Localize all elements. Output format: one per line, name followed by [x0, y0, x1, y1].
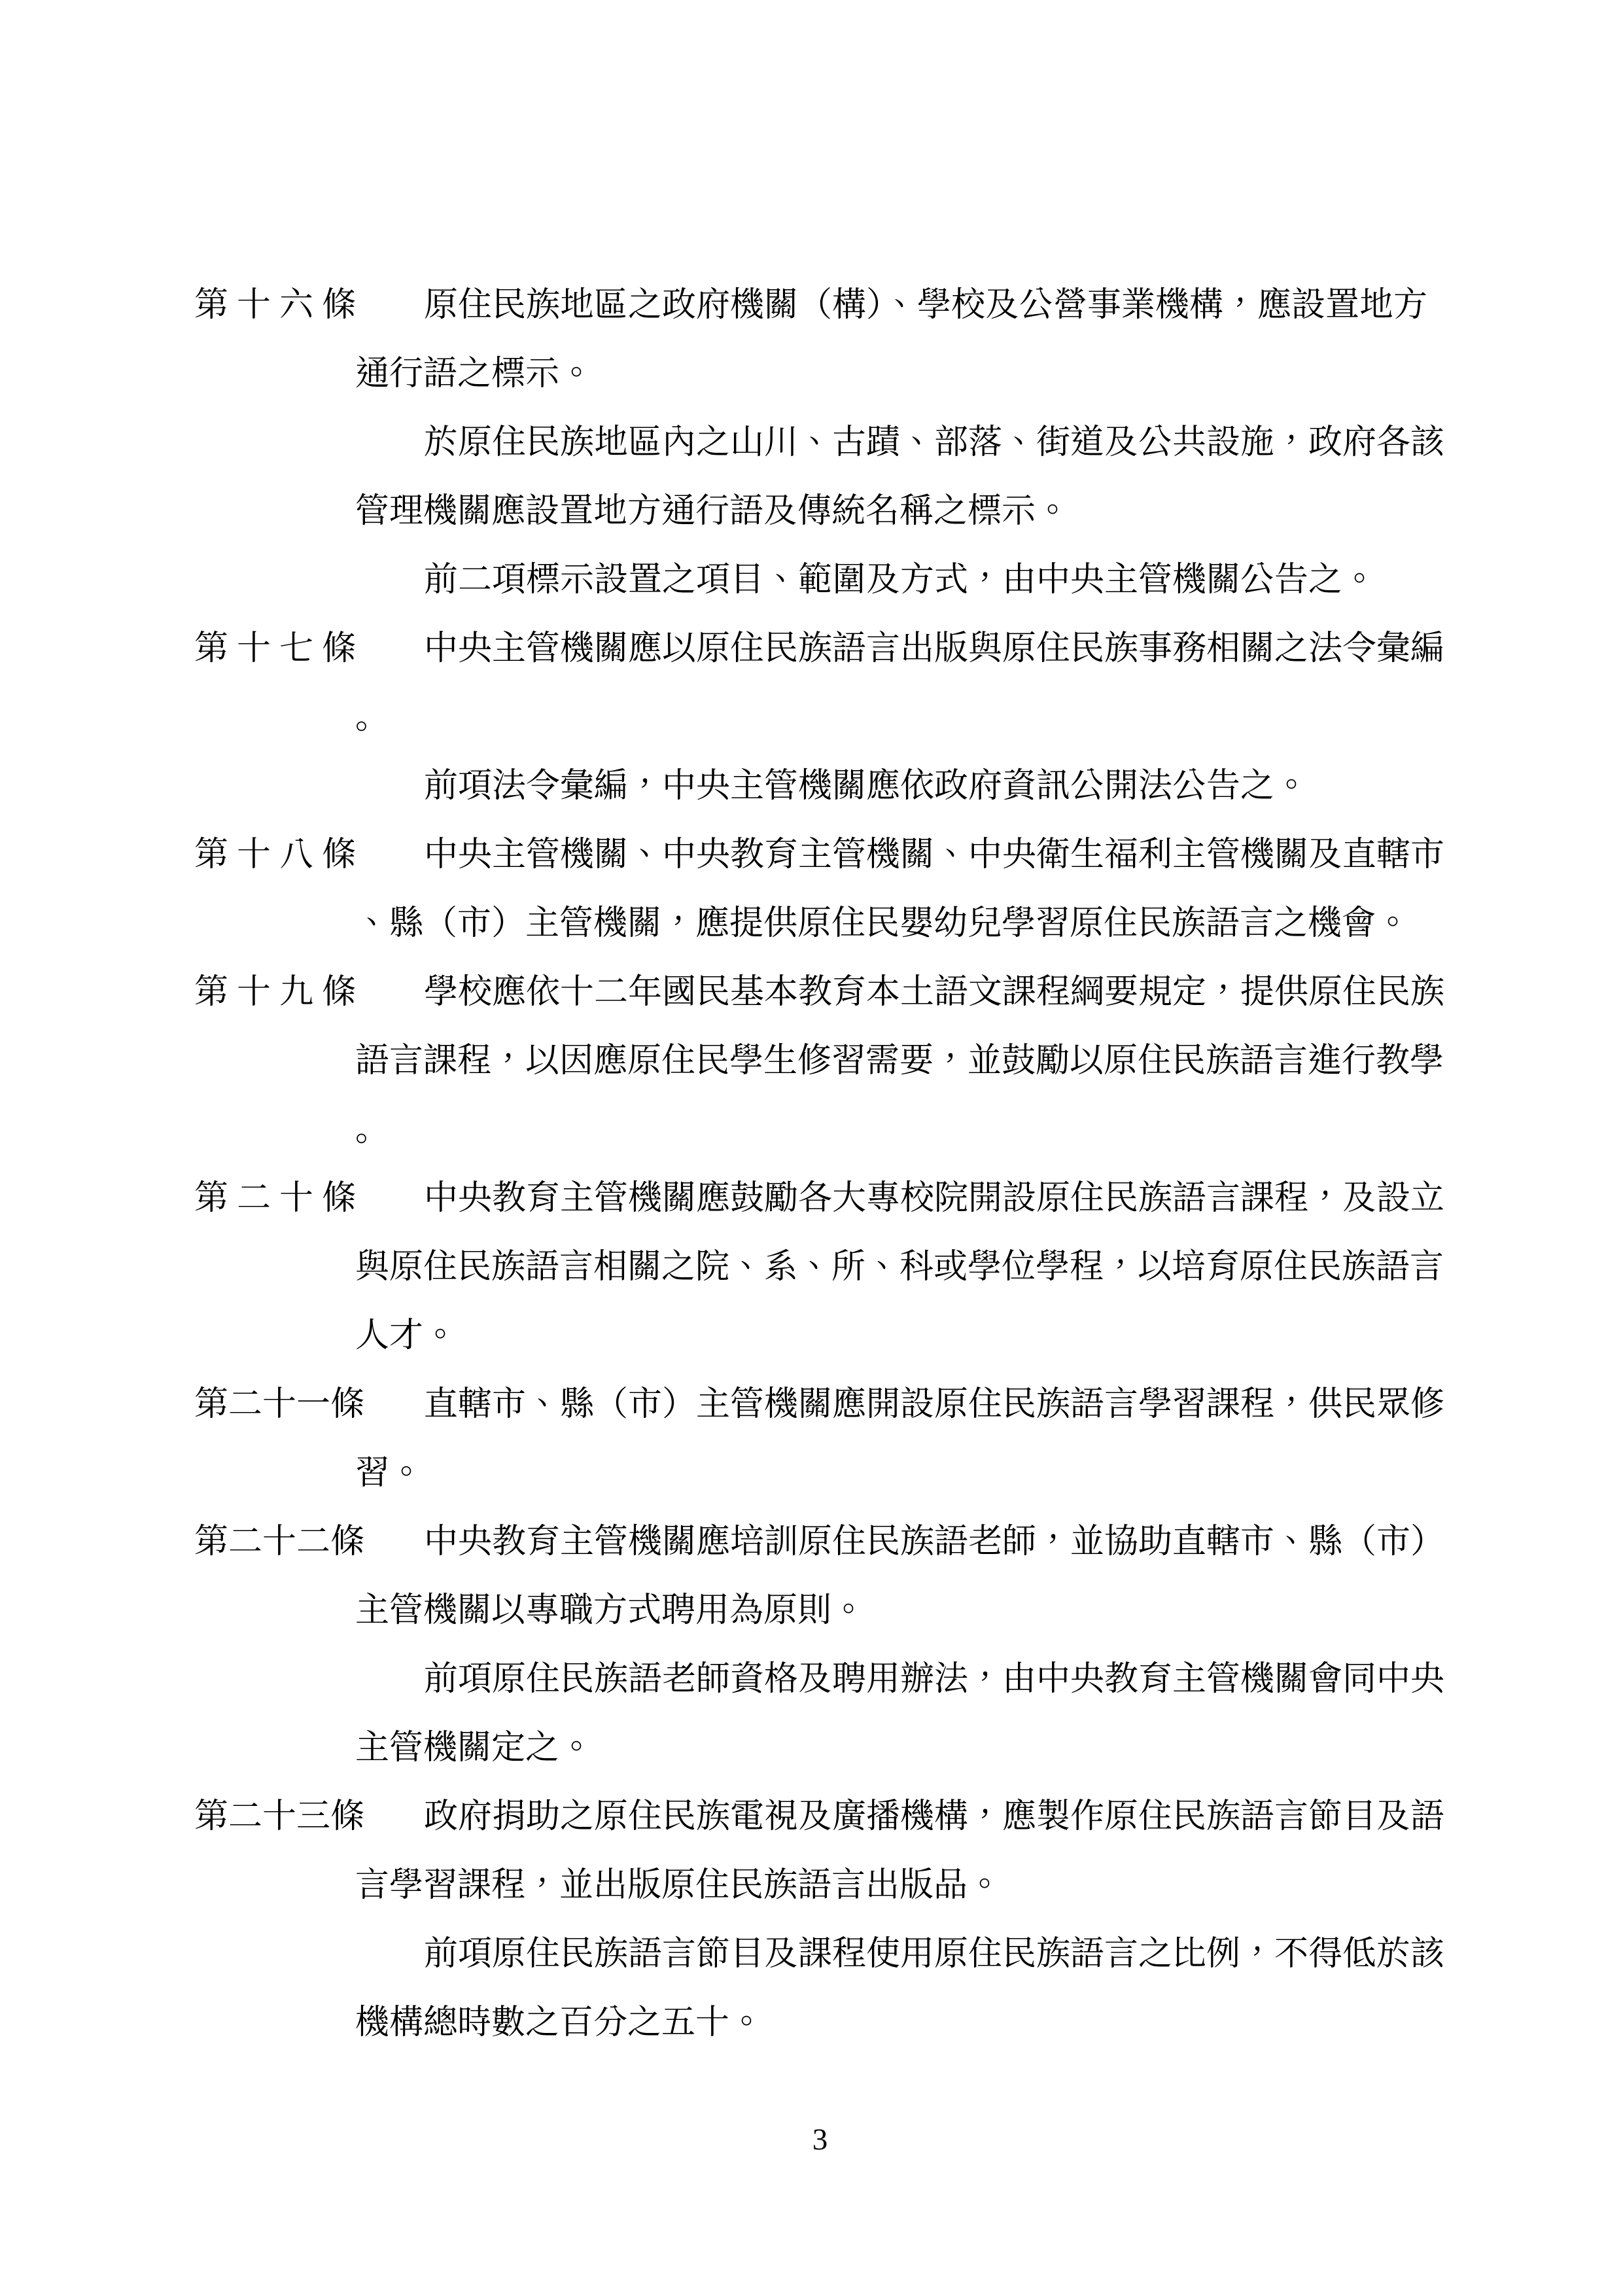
article-text: 中央教育主管機關應培訓原住民族語老師，並協助直轄市、縣（市）	[424, 1523, 1445, 1561]
article-text: 管理機關應設置地方通行語及傳統名稱之標示。	[355, 493, 1070, 530]
article-text: 習。	[355, 1455, 424, 1492]
article-text: 、縣（市）主管機關，應提供原住民嬰幼兒學習原住民族語言之機會。	[355, 905, 1410, 942]
article-number: 第 十 八 條	[194, 836, 357, 874]
continuation-line	[194, 889, 1460, 958]
article-line	[194, 821, 1460, 889]
paragraph-first-line	[194, 546, 1460, 614]
article-text: 於原住民族地區內之山川、古蹟、部落、街道及公共設施，政府各該	[424, 424, 1445, 461]
continuation-line	[194, 1714, 1460, 1782]
article-line	[194, 1164, 1460, 1233]
paragraph-first-line	[194, 752, 1460, 821]
article-text: 前項原住民族語言節目及課程使用原住民族語言之比例，不得低於該	[424, 1935, 1445, 1973]
article-line	[194, 614, 1460, 683]
article-text: 人才。	[355, 1317, 458, 1354]
article-text: 中央教育主管機關應鼓勵各大專校院開設原住民族語言課程，及設立	[424, 1180, 1445, 1217]
article-text: 前項原住民族語老師資格及聘用辦法，由中央教育主管機關會同中央	[424, 1661, 1445, 1698]
continuation-line	[194, 1576, 1460, 1645]
article-text: 學校應依十二年國民基本教育本土語文課程綱要規定，提供原住民族	[424, 974, 1445, 1011]
continuation-line	[194, 1439, 1460, 1508]
article-text: 機構總時數之百分之五十。	[355, 2004, 764, 2041]
paragraph-first-line	[194, 1645, 1460, 1714]
continuation-line	[194, 1233, 1460, 1301]
article-text: 前二項標示設置之項目、範圍及方式，由中央主管機關公告之。	[424, 561, 1377, 599]
article-line	[194, 1782, 1460, 1851]
article-text: 直轄市、縣（市）主管機關應開設原住民族語言學習課程，供民眾修	[424, 1386, 1445, 1423]
article-text: 言學習課程，並出版原住民族語言出版品。	[355, 1867, 1002, 1904]
paragraph-first-line	[194, 1920, 1460, 1988]
article-number: 第二十二條	[194, 1523, 365, 1561]
continuation-line	[194, 1988, 1460, 2057]
article-line	[194, 271, 1460, 340]
article-line	[194, 1370, 1460, 1439]
article-number: 第 十 六 條	[194, 287, 357, 324]
article-text: 前項法令彙編，中央主管機關應依政府資訊公開法公告之。	[424, 768, 1309, 805]
article-number: 第 二 十 條	[194, 1180, 357, 1217]
article-text: 中央主管機關應以原住民族語言出版與原住民族事務相關之法令彙編	[424, 630, 1445, 667]
article-number: 第 十 九 條	[194, 974, 357, 1011]
document-lines	[194, 271, 1460, 2057]
paragraph-first-line	[194, 408, 1460, 477]
article-text: 。	[355, 699, 390, 736]
article-text: 主管機關以專職方式聘用為原則。	[355, 1592, 866, 1629]
continuation-line	[194, 477, 1460, 546]
article-text: 語言課程，以因應原住民學生修習需要，並鼓勵以原住民族語言進行教學	[355, 1042, 1444, 1080]
article-text: 主管機關定之。	[355, 1729, 594, 1767]
continuation-line	[194, 1027, 1460, 1095]
article-text: 。	[355, 1111, 390, 1148]
continuation-line	[194, 1095, 1460, 1164]
continuation-line	[194, 1301, 1460, 1370]
page-number: 3	[812, 2123, 828, 2157]
article-line	[194, 958, 1460, 1027]
article-line	[194, 1508, 1460, 1576]
article-text: 通行語之標示。	[355, 355, 594, 393]
article-text: 政府捐助之原住民族電視及廣播機構，應製作原住民族語言節目及語	[424, 1798, 1445, 1835]
continuation-line	[194, 340, 1460, 408]
article-number: 第二十三條	[194, 1798, 365, 1835]
article-text: 與原住民族語言相關之院、系、所、科或學位學程，以培育原住民族語言	[355, 1248, 1444, 1286]
article-text: 中央主管機關、中央教育主管機關、中央衛生福利主管機關及直轄市	[424, 836, 1445, 874]
article-text: 原住民族地區之政府機關（構）、學校及公營事業機構，應設置地方	[424, 287, 1428, 324]
article-number: 第二十一條	[194, 1386, 365, 1423]
article-number: 第 十 七 條	[194, 630, 357, 667]
continuation-line	[194, 683, 1460, 752]
continuation-line	[194, 1851, 1460, 1920]
